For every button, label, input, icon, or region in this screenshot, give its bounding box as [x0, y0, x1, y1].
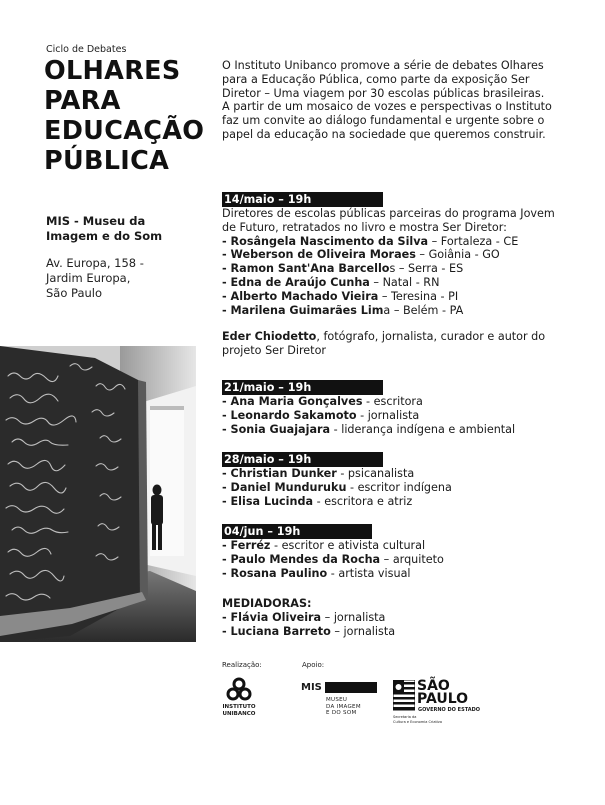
speaker-name: - Rosângela Nascimento da Silva [222, 234, 429, 248]
mediator-item [222, 625, 582, 639]
speaker-item [222, 248, 582, 262]
speaker-detail: - escritora [362, 395, 423, 408]
sao-paulo-secretaria [393, 715, 442, 724]
event-date: 14/maio – 19h [222, 192, 383, 207]
sp-line: SÃO [417, 678, 450, 694]
intro-line: faz um convite ao diálogo fundamental e urgente sobre o [222, 114, 545, 128]
unibanco-line: UNIBANCO [222, 710, 256, 717]
speaker-item [222, 495, 582, 509]
speaker-name: - Rosana Paulino [222, 566, 328, 580]
event-block [222, 452, 582, 508]
mis-logo-text [326, 697, 361, 717]
guest-detail: , fotógrafo, jornalista, curador e autor do [316, 330, 546, 344]
speaker-name: - Christian Dunker [222, 467, 337, 480]
mediators-label: MEDIADORAS: [222, 597, 312, 610]
sao-paulo-flag-icon [393, 680, 415, 714]
guest-item [222, 330, 582, 344]
address-line: Av. Europa, 158 - [46, 256, 144, 270]
speaker-detail: - artista visual [327, 566, 411, 580]
speaker-name: - Elisa Lucinda [222, 494, 314, 508]
realizacao-label: Realização: [222, 661, 262, 669]
speaker-item [222, 567, 582, 581]
event-description: de Futuro, retratados no livro e mostra Ser Diretor: [222, 220, 507, 234]
speaker-name: - Weberson de Oliveira Moraes [222, 248, 416, 262]
speaker-item [222, 290, 582, 304]
speaker-detail: - escritor e ativista cultural [270, 539, 426, 552]
speaker-item [222, 467, 582, 481]
event-block [222, 192, 582, 358]
speaker-item [222, 539, 582, 553]
speaker-item [222, 481, 582, 495]
venue-name-line: Imagem e do Som [46, 229, 163, 243]
unibanco-logo-icon [226, 677, 252, 703]
venue-name [46, 214, 196, 244]
guest-name: Eder Chiodetto [222, 330, 317, 344]
intro-line: O Instituto Unibanco promove a série de debates Olhares [222, 59, 544, 72]
mis-line: DA IMAGEM [326, 703, 361, 710]
event-date: 04/jun – 19h [222, 524, 372, 539]
unibanco-logo-text [218, 704, 260, 717]
speaker-detail: - escritora e atriz [313, 494, 413, 508]
event-date: 28/maio – 19h [222, 452, 383, 467]
speaker-item [222, 395, 582, 409]
intro-line: Diretor – Uma viagem por 30 escolas públicas brasileiras. [222, 86, 545, 100]
speaker-detail: – Goiânia - GO [415, 248, 500, 262]
mediators-block [222, 597, 582, 638]
speaker-name: - Alberto Machado Vieira [222, 289, 379, 303]
event-description: Diretores de escolas públicas parceiras do programa Jovem [222, 207, 555, 220]
speaker-detail: - jornalista [356, 408, 420, 422]
title-line: EDUCAÇÃO [44, 116, 205, 146]
intro-line: para a Educação Pública, como parte da exposição Ser [222, 72, 530, 86]
title-line: OLHARES [44, 56, 181, 86]
page-title [44, 56, 219, 176]
speaker-item [222, 235, 582, 249]
mediator-item [222, 611, 582, 625]
address-line: Jardim Europa, [46, 271, 131, 285]
mediator-detail: – jornalista [321, 610, 386, 624]
event-date: 21/maio – 19h [222, 380, 383, 395]
speaker-detail: - escritor indígena [346, 480, 452, 494]
guest-detail: projeto Ser Diretor [222, 344, 327, 358]
speaker-name: - Ana Maria Gonçalves [222, 395, 363, 408]
chalkboard-photo [0, 346, 196, 642]
mediator-detail: – jornalista [330, 624, 396, 638]
speaker-name: - Marilena Guimarães Lim [222, 303, 384, 317]
intro-paragraph [222, 59, 582, 142]
speaker-name: - Leonardo Sakamoto [222, 408, 357, 422]
event-block [222, 380, 582, 436]
speaker-detail: – arquiteto [380, 552, 444, 566]
venue-address [46, 256, 196, 301]
intro-line: papel da educação na sociedade que queremos construir. [222, 127, 546, 141]
speaker-name: - Sonia Guajajara [222, 422, 331, 436]
speaker-item [222, 423, 582, 437]
mis-logo-bar [325, 682, 377, 693]
venue-name-line: MIS - Museu da [46, 214, 146, 228]
mediator-name: - Luciana Barreto [222, 624, 331, 638]
mis-line: E DO SOM [326, 710, 357, 716]
speaker-detail: - psicanalista [336, 467, 415, 480]
speaker-item [222, 304, 582, 318]
speaker-detail: – Teresina - PI [378, 289, 459, 303]
event-block [222, 524, 582, 580]
title-line: PÚBLICA [44, 146, 170, 176]
sao-paulo-logo-text [417, 680, 468, 706]
speaker-detail: - liderança indígena e ambiental [330, 422, 516, 436]
speaker-item [222, 553, 582, 567]
speaker-detail: – Fortaleza - CE [428, 234, 519, 248]
speaker-item [222, 276, 582, 290]
speaker-name: - Ramon Sant'Ana Barcello [222, 262, 390, 276]
speaker-detail: s – Serra - ES [389, 262, 464, 276]
title-line: PARA [44, 86, 121, 116]
series-label: Ciclo de Debates [46, 44, 127, 55]
speaker-name: - Daniel Munduruku [222, 480, 347, 494]
sao-paulo-sub: GOVERNO DO ESTADO [418, 707, 480, 713]
intro-line: A partir de um mosaico de vozes e perspectivas o Instituto [222, 100, 552, 114]
speaker-item [222, 262, 582, 276]
unibanco-line: INSTITUTO [222, 704, 256, 710]
mediator-name: - Flávia Oliveira [222, 610, 322, 624]
speaker-detail: – Natal - RN [369, 275, 440, 289]
speaker-name: - Edna de Araújo Cunha [222, 275, 370, 289]
mis-logo-label: MIS [301, 682, 322, 693]
speaker-name: - Paulo Mendes da Rocha [222, 552, 381, 566]
sp-small-line: Cultura e Economia Criativa [393, 719, 443, 724]
speaker-detail: a – Belém - PA [383, 303, 464, 317]
speaker-name: - Ferréz [222, 539, 271, 552]
sp-small-line: Secretaria da [393, 715, 417, 719]
mis-line: MUSEU [326, 697, 348, 703]
speaker-item [222, 409, 582, 423]
address-line: São Paulo [46, 286, 103, 300]
apoio-label: Apoio: [302, 661, 325, 669]
sp-line: PAULO [417, 691, 469, 707]
